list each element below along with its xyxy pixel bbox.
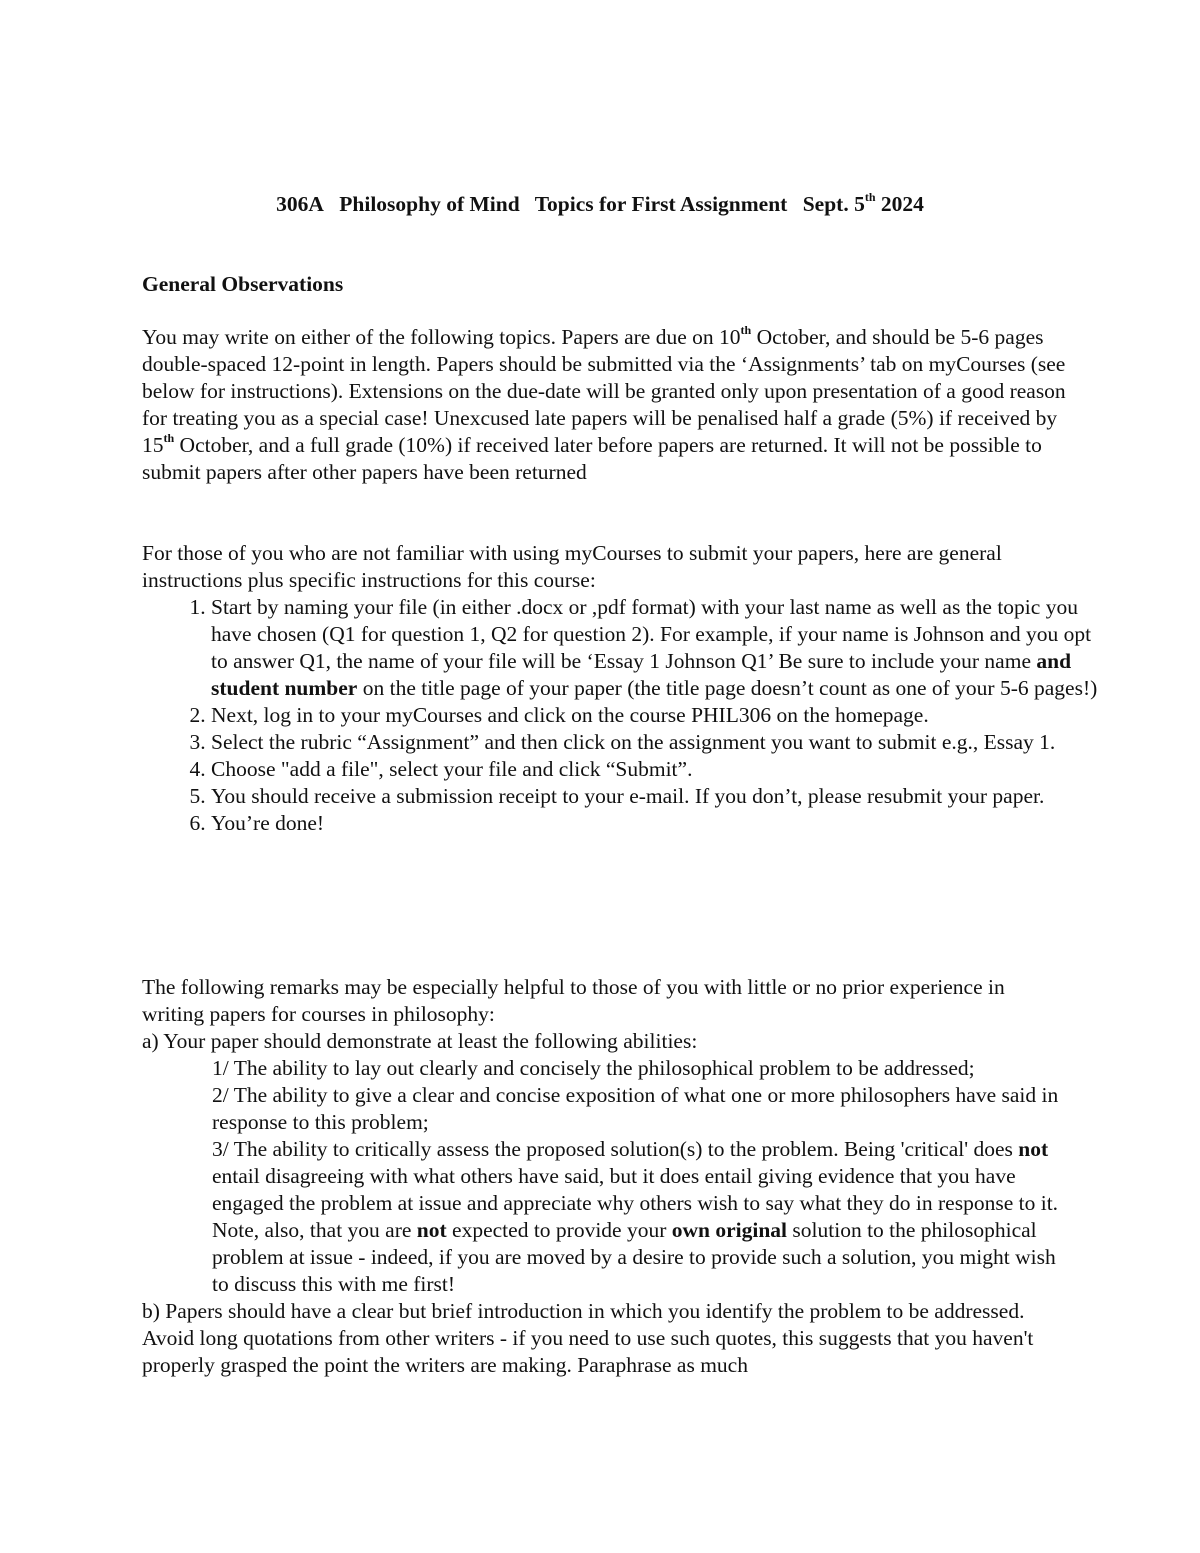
title-topic: Topics for First Assignment	[534, 192, 788, 216]
mycourses-intro-paragraph: For those of you who are not familiar with using myCourses to submit your papers, here are general instructions plus specific instructions for this course:	[142, 541, 1002, 592]
remarks-paragraph	[142, 974, 1072, 1055]
ability-3: 3/ The ability to critically assess the proposed solution(s) to the problem. Being 'critical' does not entail disagreeing with what others have said, but it does entail giving evidence that you have engaged the problem at issue and appreciate why others wish to say what they do in response to it. Note, also, that you are not expected to provide your own original solution to the philosophical problem at issue - indeed, if you are moved by a desire to provide such a solution, you might wish to discuss this with me first!	[212, 1137, 1059, 1296]
title-year: 2024	[880, 192, 924, 216]
list-item: 1. Start by naming your file (in either .docx or ,pdf format) with your last name as well as the topic you have chosen (Q1 for question 1, Q2 for question 2). For example, if your name is Johnson and you opt to answer Q1, the name of your file will be ‘Essay 1 Johnson Q1’ Be sure to include your name and student number on the title page of your paper (the title page doesn’t count as one of your 5-6 pages!)	[211, 594, 1111, 702]
list-item: 5. You should receive a submission receipt to your e-mail. If you don’t, please resubmit your paper.	[211, 783, 1111, 810]
remark-b: b) Papers should have a clear but brief introduction in which you identify the problem to be addressed. Avoid long quotations from other writers - if you need to use such quotes, this suggests that you haven't properly grasped the point the writers are making. Paraphrase as much	[142, 1299, 1034, 1377]
list-item: 2. Next, log in to your myCourses and click on the course PHIL306 on the homepage.	[211, 702, 1111, 729]
title-name: Philosophy of Mind	[339, 192, 520, 216]
submission-steps-list	[174, 594, 1111, 837]
title-date-sup: th	[864, 189, 876, 204]
list-item: 3. Select the rubric “Assignment” and then click on the assignment you want to submit e.g., Essay 1.	[211, 729, 1111, 756]
remarks-intro: The following remarks may be especially helpful to those of you with little or no prior experience in writing papers for courses in philosophy:	[142, 975, 1005, 1026]
list-item: 6. You’re done!	[211, 810, 1111, 837]
general-observations-paragraph: You may write on either of the following topics. Papers are due on 10th October, and should be 5-6 pages double-spaced 12-point in length. Papers should be submitted via the ‘Assignments’ tab on myCourses (see below for instructions). Extensions on the due-date will be granted only upon presentation of a good reason for treating you as a special case! Unexcused late papers will be penalised half a grade (5%) if received by 15th October, and a full grade (10%) if received later before papers are returned. It will not be possible to submit papers after other papers have been returned	[142, 322, 1066, 484]
title-date: Sept. 5	[802, 192, 865, 216]
list-item: 4. Choose "add a file", select your file and click “Submit”.	[211, 756, 1111, 783]
ability-2: 2/ The ability to give a clear and concise exposition of what one or more philosophers have said in response to this problem;	[212, 1083, 1059, 1134]
title-course: 306A	[276, 192, 324, 216]
page-title	[0, 190, 1200, 218]
remark-a: a) Your paper should demonstrate at least the following abilities:	[142, 1029, 698, 1053]
ability-1: 1/ The ability to lay out clearly and concisely the philosophical problem to be addressed;	[212, 1056, 975, 1080]
section-heading: General Observations	[142, 272, 344, 296]
